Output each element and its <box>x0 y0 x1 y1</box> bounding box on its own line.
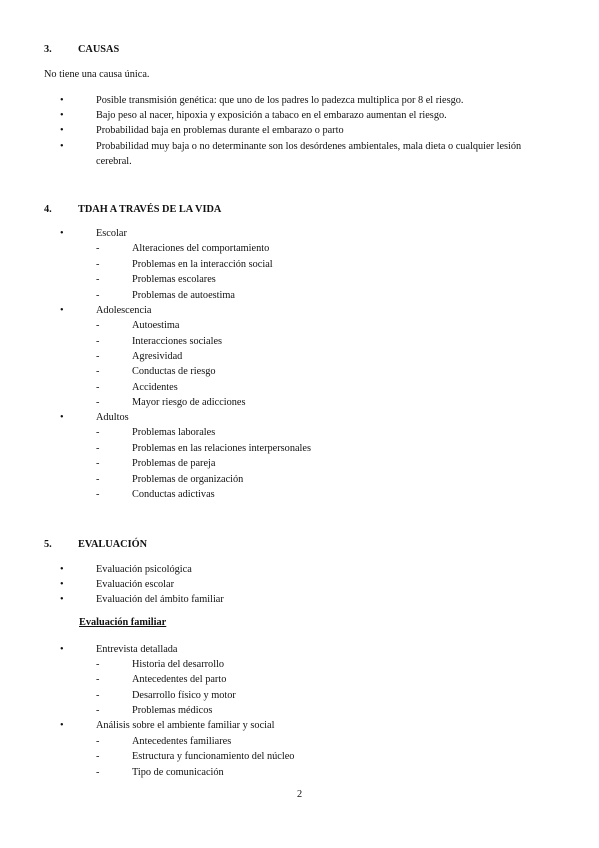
list-item: Problemas médicos <box>132 705 213 716</box>
list-item: Desarrollo físico y motor <box>132 690 236 701</box>
dash-marker: - <box>96 474 100 485</box>
section-number: 3. <box>44 44 52 55</box>
list-item: Problemas de autoestima <box>132 290 235 301</box>
list-item: Antecedentes del parto <box>132 674 227 685</box>
section-number: 5. <box>44 539 52 550</box>
group-label: Escolar <box>96 228 127 239</box>
dash-marker: - <box>96 705 100 716</box>
list-item: Accidentes <box>132 382 178 393</box>
dash-marker: - <box>96 767 100 778</box>
list-item: Problemas en la interacción social <box>132 259 273 270</box>
dash-marker: - <box>96 458 100 469</box>
list-item: Evaluación del ámbito familiar <box>96 594 224 605</box>
section-3-intro: No tiene una causa única. <box>44 69 150 80</box>
dash-marker: - <box>96 259 100 270</box>
bullet-marker: • <box>60 228 64 239</box>
dash-marker: - <box>96 674 100 685</box>
list-item: Problemas de organización <box>132 474 244 485</box>
dash-marker: - <box>96 659 100 670</box>
list-item: Evaluación escolar <box>96 579 175 590</box>
section-number: 4. <box>44 204 52 215</box>
list-item: Autoestima <box>132 320 180 331</box>
section-title: EVALUACIÓN <box>78 539 148 550</box>
bullet-marker: • <box>60 141 64 152</box>
list-item: Evaluación psicológica <box>96 564 192 575</box>
list-item: Tipo de comunicación <box>132 767 224 778</box>
group-label: Adultos <box>96 412 129 423</box>
section-4-heading <box>44 202 221 217</box>
group-label: Entrevista detallada <box>96 644 178 655</box>
list-item: Bajo peso al nacer, hipoxia y exposición a tabaco en el embarazo aumentan el riesgo. <box>96 110 447 121</box>
list-item: Historia del desarrollo <box>132 659 225 670</box>
dash-marker: - <box>96 320 100 331</box>
list-item: Probabilidad baja en problemas durante el embarazo o parto <box>96 125 344 136</box>
subheading-evaluacion-familiar: Evaluación familiar <box>79 617 167 628</box>
bullet-marker: • <box>60 644 64 655</box>
list-item: Mayor riesgo de adicciones <box>132 397 246 408</box>
list-item: Alteraciones del comportamiento <box>132 243 270 254</box>
bullet-marker: • <box>60 720 64 731</box>
dash-marker: - <box>96 336 100 347</box>
dash-marker: - <box>96 290 100 301</box>
bullet-marker: • <box>60 579 64 590</box>
list-item: Problemas escolares <box>132 274 216 285</box>
dash-marker: - <box>96 382 100 393</box>
group-label: Adolescencia <box>96 305 152 316</box>
bullet-marker: • <box>60 305 64 316</box>
group-label: Análisis sobre el ambiente familiar y social <box>96 720 275 731</box>
list-item: Problemas de pareja <box>132 458 216 469</box>
bullet-marker: • <box>60 594 64 605</box>
dash-marker: - <box>96 351 100 362</box>
dash-marker: - <box>96 736 100 747</box>
dash-marker: - <box>96 427 100 438</box>
list-item: Antecedentes familiares <box>132 736 232 747</box>
list-item: Problemas laborales <box>132 427 216 438</box>
bullet-marker: • <box>60 125 64 136</box>
list-item: Conductas adictivas <box>132 489 215 500</box>
dash-marker: - <box>96 243 100 254</box>
dash-marker: - <box>96 751 100 762</box>
section-3-heading <box>44 42 119 57</box>
section-title: CAUSAS <box>78 44 120 55</box>
section-5-heading <box>44 537 147 552</box>
list-item: Posible transmisión genética: que uno de los padres lo padezca multiplica por 8 el riesgo. <box>96 95 464 106</box>
dash-marker: - <box>96 274 100 285</box>
list-item: Interacciones sociales <box>132 336 223 347</box>
section-title: TDAH A TRAVÉS DE LA VIDA <box>78 204 222 215</box>
page-number: 2 <box>297 789 303 800</box>
dash-marker: - <box>96 690 100 701</box>
list-item: Problemas en las relaciones interpersonales <box>132 443 311 454</box>
bullet-marker: • <box>60 412 64 423</box>
list-item: Probabilidad muy baja o no determinante son los desórdenes ambientales, mala dieta o cualquier lesión cerebral. <box>96 141 522 168</box>
list-item: Conductas de riesgo <box>132 366 216 377</box>
bullet-marker: • <box>60 95 64 106</box>
list-item: Agresividad <box>132 351 183 362</box>
dash-marker: - <box>96 489 100 500</box>
bullet-marker: • <box>60 564 64 575</box>
dash-marker: - <box>96 443 100 454</box>
dash-marker: - <box>96 366 100 377</box>
bullet-marker: • <box>60 110 64 121</box>
dash-marker: - <box>96 397 100 408</box>
list-item: Estructura y funcionamiento del núcleo <box>132 751 295 762</box>
